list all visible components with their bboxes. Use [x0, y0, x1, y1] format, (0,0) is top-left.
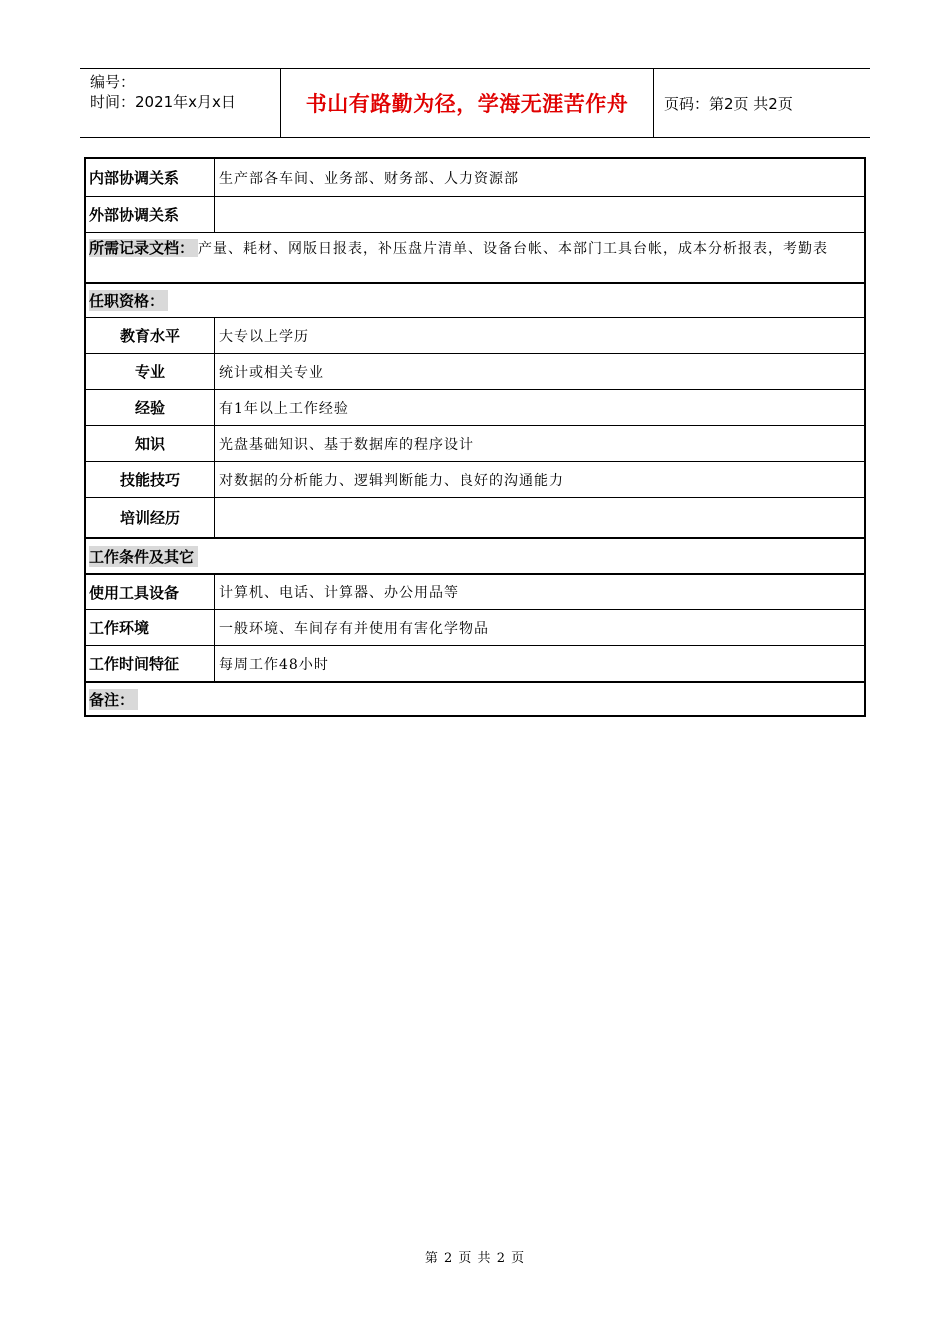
condition-label: 工作环境	[86, 610, 215, 645]
qualification-value: 大专以上学历	[219, 328, 309, 345]
qualification-label: 经验	[86, 390, 215, 425]
page-footer: 第 2 页 共 2 页	[424, 1251, 526, 1266]
condition-value: 每周工作48小时	[219, 656, 329, 673]
condition-row	[86, 645, 864, 681]
document-header	[80, 68, 870, 138]
qualification-label: 知识	[86, 426, 215, 461]
qualification-label: 培训经历	[86, 498, 215, 537]
conditions-header-cell	[86, 539, 198, 573]
qualification-label: 技能技巧	[86, 462, 215, 497]
qualification-row	[86, 461, 864, 497]
records-row	[86, 232, 864, 282]
remarks-row	[86, 681, 864, 715]
condition-label: 工作时间特征	[86, 646, 215, 681]
qualifications-header-row	[86, 282, 864, 317]
job-description-table	[84, 157, 866, 717]
condition-value: 一般环境、车间存有并使用有害化学物品	[219, 620, 489, 637]
internal-coordination-row	[86, 159, 864, 196]
condition-row	[86, 609, 864, 645]
qualifications-header-cell	[86, 284, 168, 317]
records-value: 产量、耗材、网版日报表，补压盘片清单、设备台帐、本部门工具台帐，成本分析报表，考勤表	[198, 241, 829, 257]
doc-number-label: 编号：	[90, 73, 136, 91]
header-motto: 书山有路勤为径，学海无涯苦作舟	[305, 92, 629, 116]
condition-label: 使用工具设备	[86, 575, 215, 609]
header-page-info: 页码：第2页 共2页	[664, 94, 793, 113]
records-label: 所需记录文档：	[89, 239, 198, 257]
remarks-cell	[86, 683, 138, 715]
remarks-label: 备注：	[89, 689, 138, 710]
condition-value: 计算机、电话、计算器、办公用品等	[219, 585, 459, 601]
qualification-value: 光盘基础知识、基于数据库的程序设计	[219, 436, 474, 453]
condition-row	[86, 573, 864, 609]
external-coordination-label: 外部协调关系	[86, 197, 215, 232]
qualification-row	[86, 497, 864, 537]
conditions-title: 工作条件及其它	[89, 546, 198, 567]
external-coordination-row	[86, 196, 864, 232]
qualification-value	[215, 498, 864, 537]
conditions-header-row	[86, 537, 864, 573]
records-cell	[86, 233, 834, 282]
doc-time-label: 时间：2021年x月x日	[90, 93, 236, 111]
qualification-value: 统计或相关专业	[219, 364, 324, 381]
qualification-label: 专业	[86, 354, 215, 389]
qualification-label: 教育水平	[86, 318, 215, 353]
qualification-value: 有1年以上工作经验	[219, 400, 349, 417]
qualification-row	[86, 317, 864, 353]
header-meta	[80, 69, 281, 137]
qualifications-title: 任职资格：	[89, 290, 168, 311]
qualification-row	[86, 425, 864, 461]
qualification-row	[86, 389, 864, 425]
internal-coordination-label: 内部协调关系	[86, 159, 215, 196]
internal-coordination-value: 生产部各车间、业务部、财务部、人力资源部	[219, 170, 519, 187]
external-coordination-value	[215, 197, 864, 232]
header-motto-cell	[281, 69, 654, 137]
qualification-value: 对数据的分析能力、逻辑判断能力、良好的沟通能力	[219, 472, 564, 489]
qualification-row	[86, 353, 864, 389]
